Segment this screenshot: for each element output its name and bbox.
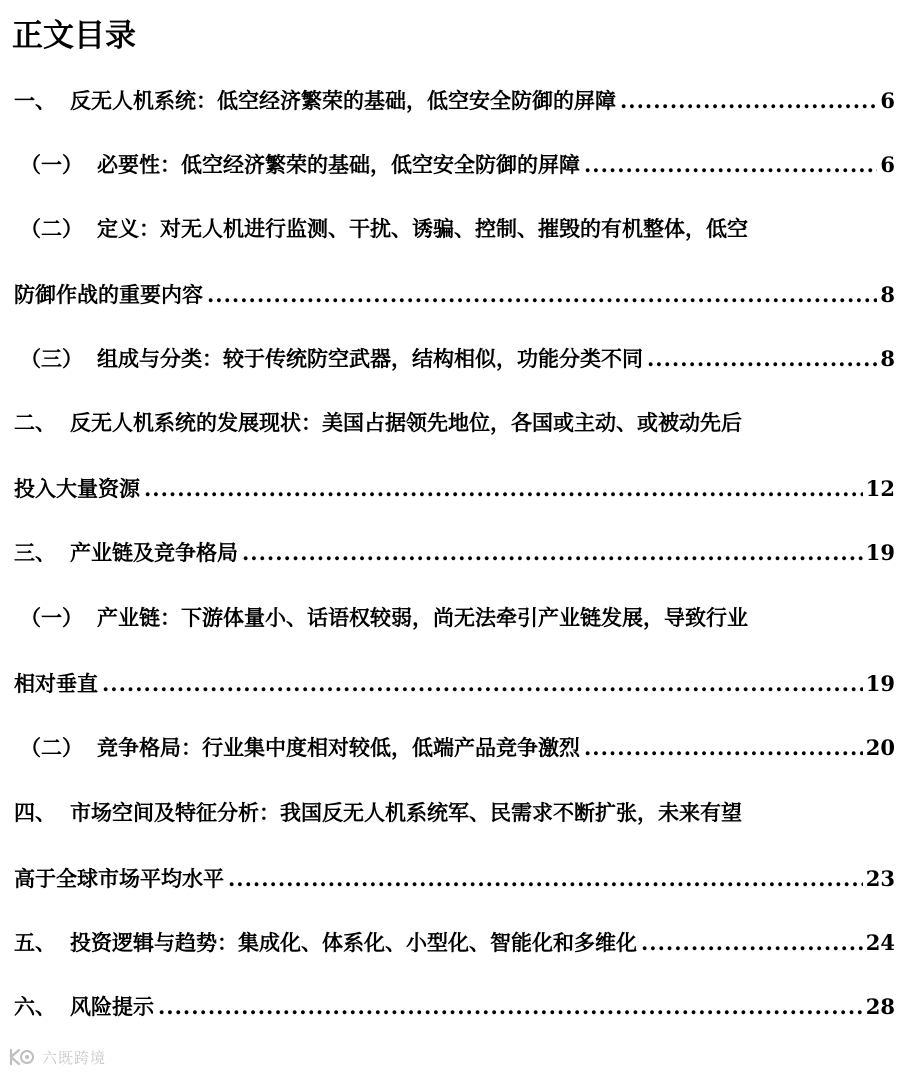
dot-leader	[144, 472, 863, 506]
toc-entry-text: 产业链：下游体量小、话语权较弱，尚无法牵引产业链发展，导致行业	[97, 605, 748, 630]
dot-leader	[641, 926, 863, 960]
toc-entry-page: 8	[880, 346, 895, 371]
toc-entry-number: 四、	[14, 800, 56, 825]
toc-entry-page: 6	[880, 152, 895, 177]
watermark-text: 六既跨境	[42, 1048, 107, 1067]
toc-entry-text: 投资逻辑与趋势：集成化、体系化、小型化、智能化和多维化	[70, 930, 637, 955]
dot-leader	[228, 862, 863, 896]
toc-entry-number: 五、	[14, 930, 56, 955]
toc-entry-page: 24	[865, 930, 895, 955]
toc-entry-line	[20, 342, 895, 376]
toc-entry-line	[14, 862, 895, 896]
toc-entry-number: （一）	[20, 152, 83, 177]
toc-entry-line	[20, 148, 895, 182]
toc-entry-number: （一）	[20, 605, 83, 630]
dot-leader	[620, 84, 877, 118]
toc-entry-page: 6	[880, 88, 895, 113]
toc-entry-page: 19	[865, 671, 895, 696]
toc-entry-line	[14, 472, 895, 506]
toc-entry-line	[20, 601, 895, 635]
toc-entry-line	[14, 406, 895, 440]
toc-entry-text: 反无人机系统：低空经济繁荣的基础，低空安全防御的屏障	[70, 88, 616, 113]
toc-entry-text: 市场空间及特征分析：我国反无人机系统军、民需求不断扩张，未来有望	[70, 800, 742, 825]
toc-entry-line	[14, 278, 895, 312]
toc-entry-number: 二、	[14, 410, 56, 435]
toc-entry-page: 19	[865, 540, 895, 565]
toc-entry-number: （三）	[20, 346, 83, 371]
toc-entry-number: 六、	[14, 994, 56, 1019]
watermark	[8, 1046, 106, 1068]
toc-entry-line	[20, 212, 895, 246]
toc-entry-continuation: 相对垂直	[14, 671, 98, 696]
toc-entry-line	[14, 990, 895, 1024]
dot-leader	[242, 536, 863, 570]
toc-entry-number: 一、	[14, 88, 56, 113]
toc-entry-page: 8	[880, 282, 895, 307]
toc-entry-number: （二）	[20, 735, 83, 760]
toc-entry-page: 20	[865, 735, 895, 760]
toc-entry-text: 产业链及竞争格局	[70, 540, 238, 565]
dot-leader	[158, 990, 863, 1024]
toc-entry-page: 12	[865, 476, 895, 501]
toc-entry-text: 定义：对无人机进行监测、干扰、诱骗、控制、摧毁的有机整体，低空	[97, 216, 748, 241]
toc-entry-continuation: 高于全球市场平均水平	[14, 866, 224, 891]
toc-entry-line	[14, 84, 895, 118]
toc-entry-line	[14, 667, 895, 701]
dot-leader	[584, 148, 877, 182]
toc-entry-line	[20, 731, 895, 765]
toc-entry-text: 反无人机系统的发展现状：美国占据领先地位，各国或主动、或被动先后	[70, 410, 742, 435]
toc-entry-line	[14, 926, 895, 960]
toc-entry-page: 28	[865, 994, 895, 1019]
dot-leader	[207, 278, 877, 312]
toc-entry-number: （二）	[20, 216, 83, 241]
toc-entry-text: 必要性：低空经济繁荣的基础，低空安全防御的屏障	[97, 152, 580, 177]
toc-entry-continuation: 投入大量资源	[14, 476, 140, 501]
dot-leader	[647, 342, 877, 376]
dot-leader	[584, 731, 863, 765]
toc-entry-text: 组成与分类：较于传统防空武器，结构相似，功能分类不同	[97, 346, 643, 371]
dot-leader	[102, 667, 863, 701]
toc-entry-text: 风险提示	[70, 994, 154, 1019]
toc-entry-continuation: 防御作战的重要内容	[14, 282, 203, 307]
toc-entry-line	[14, 536, 895, 570]
toc-entry-page: 23	[865, 866, 895, 891]
toc-entry-text: 竞争格局：行业集中度相对较低，低端产品竞争激烈	[97, 735, 580, 760]
toc-title: 正文目录	[12, 18, 136, 54]
toc-entry-number: 三、	[14, 540, 56, 565]
k-logo-icon	[8, 1048, 36, 1066]
toc-entry-line	[14, 796, 895, 830]
